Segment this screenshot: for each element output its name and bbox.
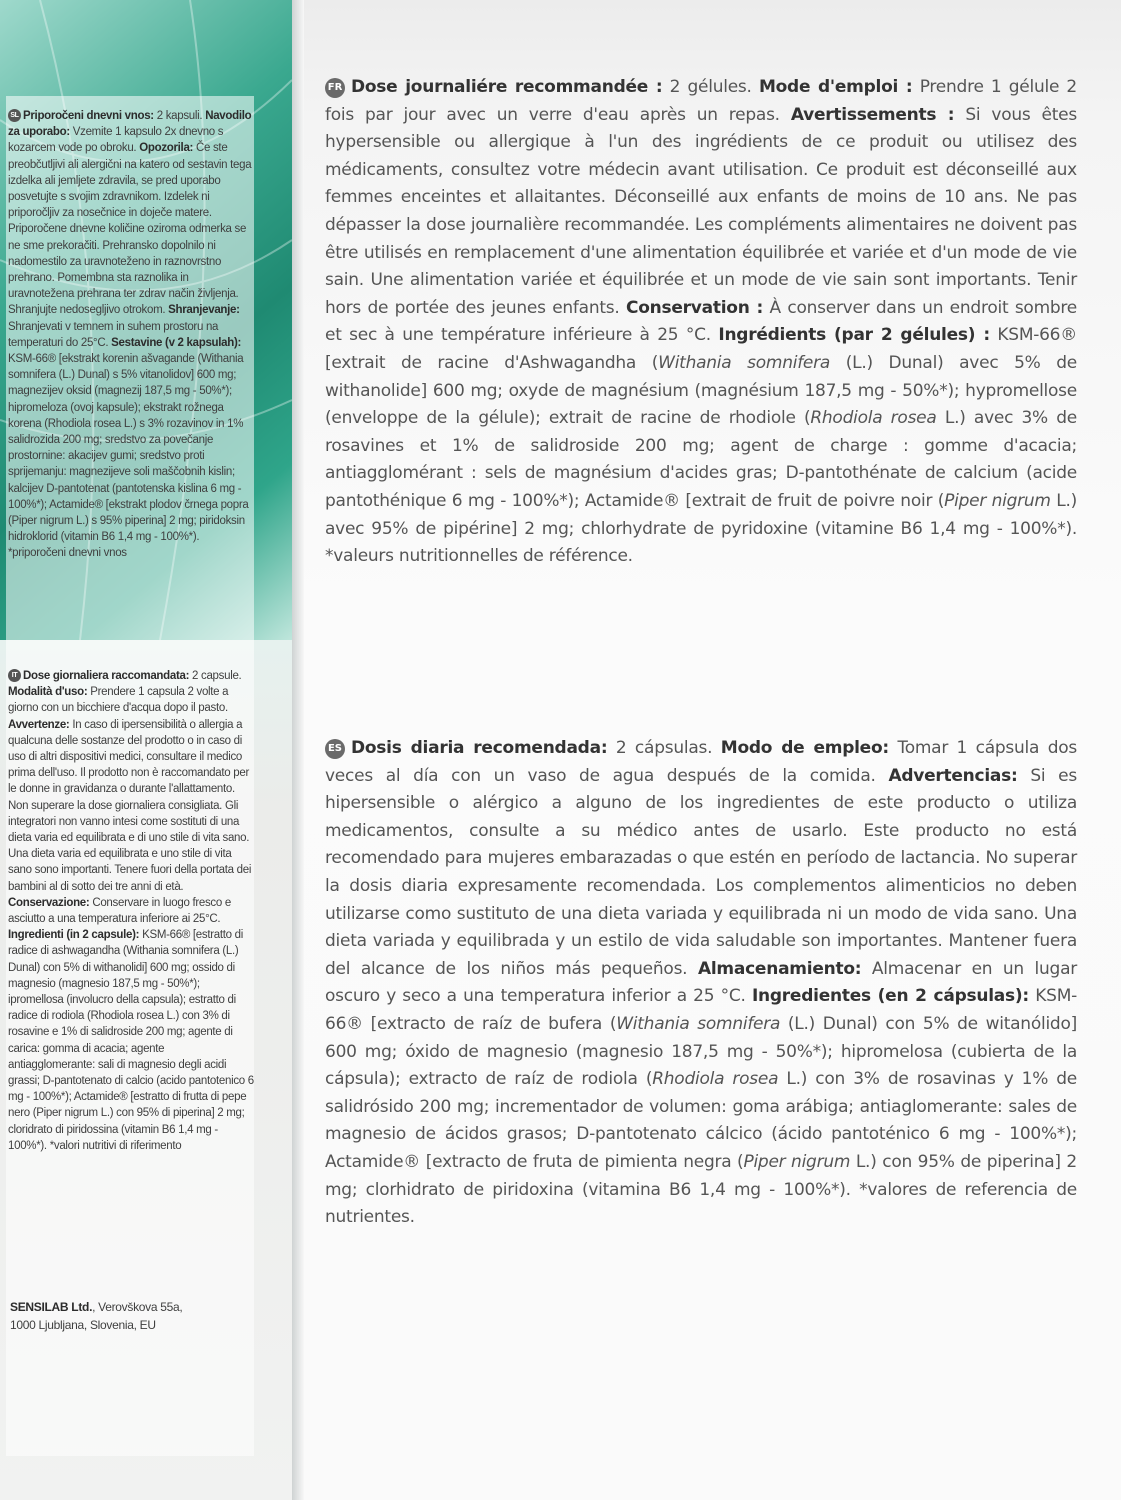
box-edge — [292, 0, 304, 1500]
slovenian-label-text: SL Priporočeni dnevni vnos: 2 kapsuli. Navodilo za uporabo: Vzemite 1 kapsulo 2x dnevno s kozarcem vode po obroku. Opozorila: Če ste preobčutljivi ali alergični na katero od sestavin tega izdelka ali jemljete zdravila, se pred uporabo posvetujte s svojim zdravnikom. Izdelek ni priporočljiv za nosečnice in doječe matere. Priporočene dnevne količine oziroma odmerka se ne sme prekoračiti. Prehransko dopolnilo ni nadomestilo za uravnoteženo in raznovrstno prehrano. Pomembna sta raznolika in uravnotežena prehrana ter zdrav način življenja. Shranjujte nedosegljivo otrokom. Shranjevanje: Shranjevati v temnem in suhem prostoru na temperaturi do 25°C. Sestavine (v 2 kapsulah): KSM-66® [ekstrakt korenin ašvagande (Withania somnifera (L.) Dunal) s 5% vitanolidov] 600 mg; magnezijev oksid (magnezij 187,5 mg - 50%*); hipromeloza (ovoj kapsule); ekstrakt rožnega korena (Rhodiola rosea L.) s 3% rozavinov in 1% salidrozida 200 mg; sredstvo za povečanje prostornine: akacijev gumi; sredstvo proti sprijemanju: magnezijeve soli maščobnih kislin; kalcijev D-pantotenat (pantotenska kislina 6 mg - 100%*); Actamide® [ekstrakt plodov črnega popra (Piper nigrum L.) s 95% piperina] 2 mg; piridoksin hidroklorid (vitamin B6 1,4 mg - 100%*). *priporočeni dnevni vnos — [8, 110, 252, 560]
manufacturer-address: SENSILAB Ltd., Verovškova 55a, 1000 Ljubljana, Slovenia, EU — [10, 1300, 183, 1332]
it-language-badge: IT — [8, 669, 21, 682]
es-language-badge: ES — [325, 739, 345, 759]
box-side-panel — [0, 0, 292, 1500]
spanish-label-text: ES Dosis diaria recomendada: 2 cápsulas. Modo de empleo: Tomar 1 cápsula dos veces al día con un vaso de agua después de la comida. Advertencias: Si es hipersensible o alérgico a alguno de los ingredientes de este producto o utiliza medicamentos, consulte a su médico antes de usarlo. Este producto no está recomendado para mujeres embarazadas o que estén en período de lactancia. No superar la dosis diaria expresamente recomendada. Los complementos alimenticios no deben utilizarse como sustituto de una dieta variada y equilibrada ni un modo de vida sano. Una dieta variada y equilibrada y un estilo de vida saludable son importantes. Mantener fuera del alcance de los niños más pequeños. Almacenamiento: Almacenar en un lugar oscuro y seco a una temperatura inferior a 25 °C. Ingredientes (en 2 cápsulas): KSM-66® [extracto de raíz de bufera (Withania somnifera (L.) Dunal) con 5% de witanólido] 600 mg; óxido de magnesio (magnesio 187,5 mg - 50%*); hipromelosa (cubierta de la cápsula); extracto de raíz de rodiola (Rhodiola rosea L.) con 3% de rosavinas y 1% de salidrósido 200 mg; incrementador de volumen: goma arábiga; antiaglomerante: sales de magnesio de ácidos grasos; D-pantotenato cálcico (ácido pantoténico 6 mg - 100%*); Actamide® [extracto de fruta de pimienta negra (Piper nigrum L.) con 95% de piperina] 2 mg; clorhidrato de piridoxina (vitamina B6 1,4 mg - 100%*). *valores de referencia de nutrientes. — [325, 738, 1078, 1228]
fr-language-badge: FR — [325, 78, 345, 98]
sl-language-badge: SL — [8, 109, 21, 122]
italian-label-text: IT Dose giornaliera raccomandata: 2 capsule. Modalità d'uso: Prendere 1 capsula 2 volte a giorno con un bicchiere d'acqua dopo il pasto. Avvertenze: In caso di ipersensibilità o allergia a qualcuna delle sostanze del prodotto o in caso di uso di altri dispositivi medici, consultare il medico prima dell'uso. Il prodotto non è raccomandato per le donne in gravidanza o durante l'allattamento. Non superare la dose giornaliera consigliata. Gli integratori non vanno intesi come sostituti di una dieta varia ed equilibrata e di uno stile di vita sano. Una dieta varia ed equilibrata e uno stile di vita sano sono importanti. Tenere fuori della portata dei bambini al di sotto dei tre anni di età. Conservazione: Conservare in luogo fresco e asciutto a una temperatura inferiore ai 25°C. Ingredienti (in 2 capsule): KSM-66® [estratto di radice di ashwagandha (Withania somnifera (L.) Dunal) con 5% di withanolidi] 600 mg; ossido di magnesio (magnesio 187,5 mg - 50%*); ipromellosa (involucro della capsula); estratto di radice di rodiola (Rhodiola rosea L.) con 3% di rosavine e 1% di salidroside 200 mg; agente di carica: gomma di acacia; agente antiagglomerante: sali di magnesio degli acidi grassi; D-pantotenato di calcio (acido pantotenico 6 mg - 100%*); Actamide® [estratto di frutta di pepe nero (Piper nigrum L.) con 95% di piperina] 2 mg; cloridrato di piridossina (vitamin B6 1,4 mg - 100%*). *valori nutritivi di riferimento — [8, 670, 254, 1152]
french-label-text: FR Dose journaliére recommandée : 2 gélules. Mode d'emploi : Prendre 1 gélule 2 fois par jour avec un verre d'eau après un repas. Avertissements : Si vous êtes hypersensible ou allergique à l'un des ingrédients de ce produit ou utilisez des médicaments, consultez votre médecin avant utilisation. Ce produit est déconseillé aux femmes enceintes et allaitantes. Déconseillé aux enfants de moins de 10 ans. Ne pas dépasser la dose journalière recommandée. Les compléments alimentaires ne doivent pas être utilisés en remplacement d'une alimentation équilibrée et variée et d'un mode de vie sain. Une alimentation variée et équilibrée et un mode de vie sain sont importants. Tenir hors de portée des jeunes enfants. Conservation : À conserver dans un endroit sombre et sec à une température inférieure à 25 °C. Ingrédients (par 2 gélules) : KSM-66® [extrait de racine d'Ashwagandha (Withania somnifera (L.) Dunal) avec 5% de withanolide] 600 mg; oxyde de magnésium (magnésium 187,5 mg - 50%*); hypromellose (enveloppe de la gélule); extrait de racine de rhodiole (Rhodiola rosea L.) avec 3% de rosavines et 1% de salidroside 200 mg; agent de charge : gomme d'acacia; antiagglomérant : sels de magnésium d'acides gras; D-pantothénate de calcium (acide pantothénique 6 mg - 100%*); Actamide® [extrait de fruit de poivre noir (Piper nigrum L.) avec 95% de pipérine] 2 mg; chlorhydrate de pyridoxine (vitamine B6 1,4 mg - 100%*). *valeurs nutritionnelles de référence. — [325, 77, 1077, 567]
